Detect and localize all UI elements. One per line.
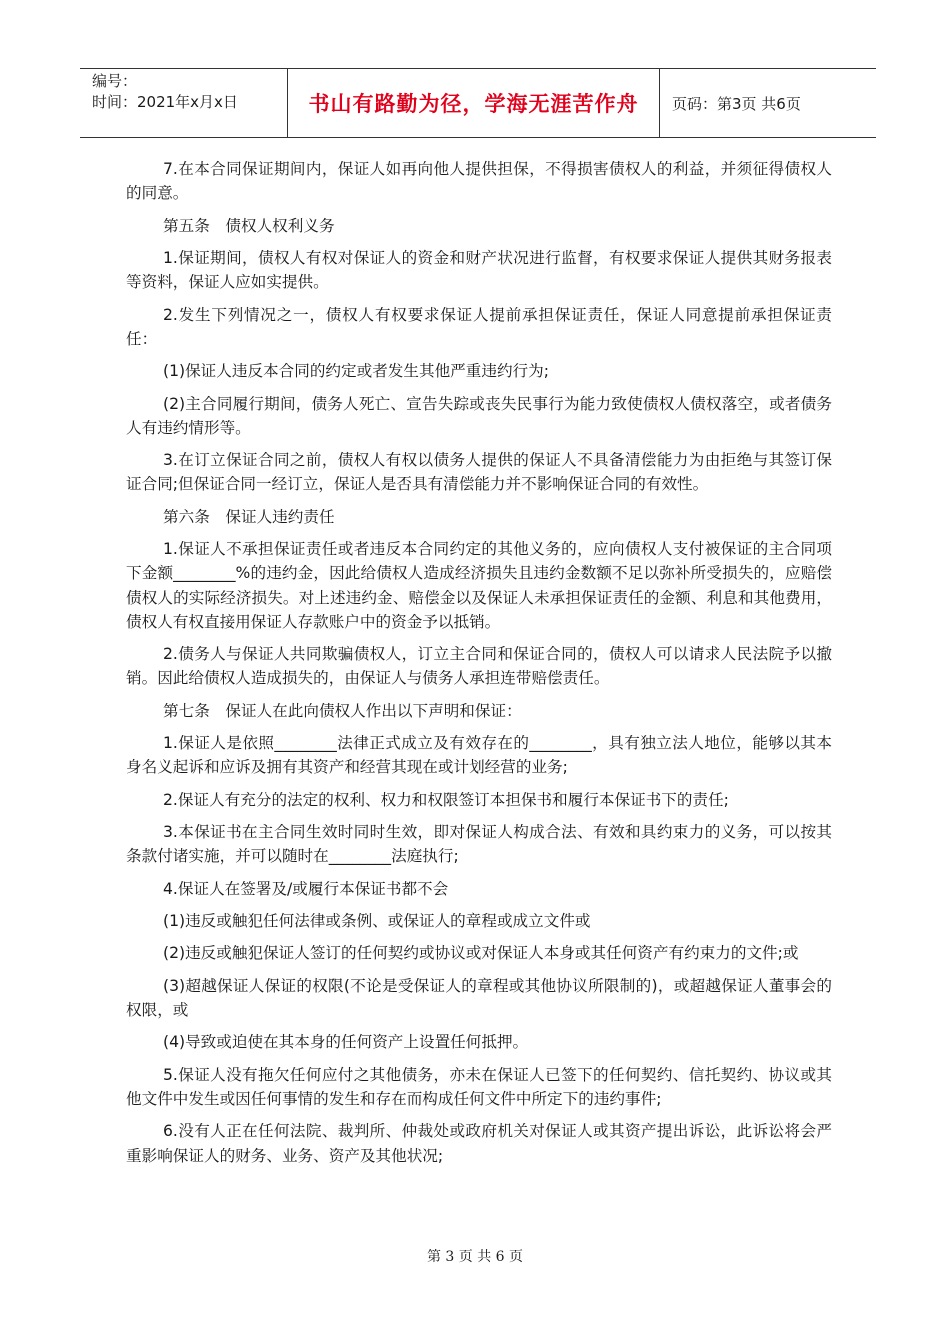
page-footer: 第 3 页 共 6 页 <box>426 1249 524 1265</box>
paragraph: 1.保证期间，债权人有权对保证人的资金和财产状况进行监督，有权要求保证人提供其财务报表等资料，保证人应如实提供。 <box>126 248 832 292</box>
section-heading-5: 第五条 债权人权利义务 <box>163 216 335 235</box>
paragraph: 1.保证人不承担保证责任或者违反本合同约定的其他义务的，应向债权人支付被保证的主合同项下金额________%的违约金，因此给债权人造成经济损失且违约金数额不足以弥补所受损失的，应赔偿债权人的实际经济损失。对上述违约金、赔偿金以及保证人未承担保证责任的金额、利息和其他费用，债权人有权直接用保证人存款账户中的资金予以抵销。 <box>126 540 832 631</box>
paragraph: 5.保证人没有拖欠任何应付之其他债务，亦未在保证人已签下的任何契约、信托契约、协议或其他文件中发生或因任何事情的发生和存在而构成任何文件中所定下的违约事件; <box>126 1065 832 1109</box>
paragraph: 6.没有人正在任何法院、裁判所、仲裁处或政府机关对保证人或其资产提出诉讼，此诉讼将会严重影响保证人的财务、业务、资产及其他状况; <box>126 1122 832 1165</box>
document-number-label: 编号： <box>92 72 138 90</box>
document-time-label: 时间：2021年x月x日 <box>92 93 238 111</box>
header-page-label: 页码：第3页 共6页 <box>672 94 801 113</box>
paragraph: (1)违反或触犯任何法律或条例、或保证人的章程或成立文件或 <box>163 912 591 931</box>
paragraph: (3)超越保证人保证的权限(不论是受保证人的章程或其他协议所限制的)，或超越保证人董事会的权限，或 <box>126 976 832 1020</box>
header-meta <box>80 69 287 137</box>
paragraph: 3.本保证书在主合同生效时同时生效，即对保证人构成合法、有效和具约束力的义务，可以按其条款付诸实施，并可以随时在________法庭执行; <box>126 823 832 866</box>
paragraph: 7.在本合同保证期间内，保证人如再向他人提供担保，不得损害债权人的利益，并须征得债权人的同意。 <box>126 160 832 203</box>
paragraph: 1.保证人是依照________法律正式成立及有效存在的________，具有独立法人地位，能够以其本身名义起诉和应诉及拥有其资产和经营其现在或计划经营的业务; <box>126 734 832 777</box>
paragraph: (4)导致或迫使在其本身的任何资产上设置任何抵押。 <box>163 1033 529 1052</box>
paragraph: (1)保证人违反本合同的约定或者发生其他严重违约行为; <box>163 362 549 381</box>
section-heading-7: 第七条 保证人在此向债权人作出以下声明和保证： <box>163 701 522 720</box>
header-slogan: 书山有路勤为径，学海无涯苦作舟 <box>287 69 660 137</box>
paragraph: (2)违反或触犯保证人签订的任何契约或协议或对保证人本身或其任何资产有约束力的文件;或 <box>163 944 799 963</box>
paragraph: 2.发生下列情况之一，债权人有权要求保证人提前承担保证责任，保证人同意提前承担保证责任： <box>126 305 832 348</box>
paragraph: 2.保证人有充分的法定的权利、权力和权限签订本担保书和履行本保证书下的责任; <box>163 790 729 809</box>
document-body <box>126 157 832 1176</box>
paragraph: 2.债务人与保证人共同欺骗债权人，订立主合同和保证合同的，债权人可以请求人民法院予以撤销。因此给债权人造成损失的，由保证人与债务人承担连带赔偿责任。 <box>126 645 832 688</box>
document-header <box>80 68 876 138</box>
paragraph: 4.保证人在签署及/或履行本保证书都不会 <box>163 879 449 898</box>
paragraph: 3.在订立保证合同之前，债权人有权以债务人提供的保证人不具备清偿能力为由拒绝与其签订保证合同;但保证合同一经订立，保证人是否具有清偿能力并不影响保证合同的有效性。 <box>126 451 832 494</box>
section-heading-6: 第六条 保证人违约责任 <box>163 507 335 526</box>
paragraph: (2)主合同履行期间，债务人死亡、宣告失踪或丧失民事行为能力致使债权人债权落空，或者债务人有违约情形等。 <box>126 394 832 437</box>
